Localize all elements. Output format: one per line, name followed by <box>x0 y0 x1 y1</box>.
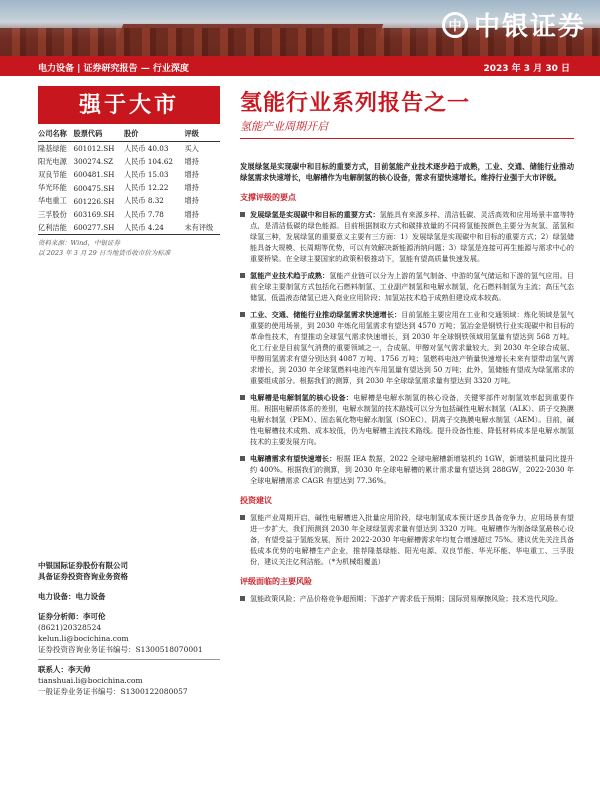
cell-company: 双良节能 <box>38 169 67 179</box>
col-header-code: 股票代码 <box>74 127 125 142</box>
cell-rating: 未有评级 <box>184 221 220 235</box>
cell-rating: 增持 <box>184 209 199 219</box>
analyst-email[interactable]: kelun.li@bocichina.com <box>38 634 129 643</box>
analyst-certificate: 证券投资咨询业务证书编号：S1300518070001 <box>38 645 203 654</box>
cell-rating: 增持 <box>184 169 199 179</box>
cell-company: 阳光电源 <box>38 156 67 166</box>
main-content <box>240 86 574 604</box>
industry-label: 电力设备：电力设备 <box>38 592 106 601</box>
report-subtitle: 氢能产业周期开启 <box>240 118 574 139</box>
contact-name: 联系人：李天帅 <box>38 665 91 674</box>
report-category-bar <box>0 56 600 76</box>
bullet-point <box>240 209 574 264</box>
cell-rating: 买入 <box>184 143 199 153</box>
cell-company: 华电重工 <box>38 196 67 206</box>
bullet-text: 氢能产业链可以分为上游的氢气制备、中游的氢气储运和下游的氢气应用。目前全球主要制氢方式包括化石燃料制氢、工业副产制氢和电解水制氢，化石燃料制氢为主流；高压气态储氢、低温液态储氢已进入商业应用阶段；加氢站技术趋于成熟但建设成本较高。 <box>250 271 575 302</box>
bullet-point <box>240 309 574 386</box>
bullet-square-icon <box>240 515 245 520</box>
report-title: 氢能行业系列报告之一 <box>240 90 471 116</box>
contact-email[interactable]: tianshuai.li@bocichina.com <box>38 676 143 685</box>
report-summary: 发展绿氢是实现碳中和目标的重要方式，目前氢能产业技术逐步趋于成熟，工业、交通、储能行业推动绿氢需求快速增长，电解槽作为电解制氢的核心设备，需求有望快速增长。维持行业强于大市评级。 <box>240 162 574 182</box>
divider <box>38 659 220 660</box>
table-row <box>38 221 220 235</box>
cell-company: 华光环能 <box>38 183 67 193</box>
section-heading-rating-points: 支撑评级的要点 <box>240 192 296 202</box>
industry-rating: 强于大市 <box>38 86 220 124</box>
bullet-square-icon <box>240 596 245 601</box>
cell-price: 人民币 104.62 <box>124 156 173 166</box>
bullet-square-icon <box>240 212 245 217</box>
bullet-text: 根据 IEA 数据，2022 全球电解槽新增装机约 1GW，新增装机量同比提升约 400%。根据我们的测算，到 2030 年全球电解槽的累计需求量有望达到 288GW，2022-2030 年全球电解槽需求 CAGR 有望达到 77.36%。 <box>250 454 574 485</box>
table-row <box>38 182 220 195</box>
bullet-text: 氢能具有来源多样、清洁低碳、灵活高效和应用场景丰富等特点，是清洁低碳的绿色能源。目前根据制取方式和碳排放量的不同将氢能按颜色主要分为灰氢、蓝氢和绿氢三种，发展绿氢的重要意义主要有三方面：1）发展绿氢是实现碳中和目标的重要方式；2）绿氢储能具备大规模、长周期等优势，可以有效解决新能源消纳问题；3）绿氢是连接可再生能源与需求中心的重要桥梁。在全球主要国家的政策积极推动下，氢能有望高质量快速发展。 <box>250 210 575 263</box>
cell-price: 人民币 15.03 <box>124 169 169 179</box>
table-row <box>38 195 220 208</box>
header-banner <box>0 0 600 56</box>
cell-company: 亿利洁能 <box>38 221 74 235</box>
sidebar <box>38 86 220 258</box>
analyst-phone: (8621)20328524 <box>38 623 102 632</box>
col-header-company: 公司名称 <box>38 127 74 142</box>
brand-logo <box>442 6 586 43</box>
cell-code: 601012.SH <box>73 144 115 154</box>
section-heading-investment: 投资建议 <box>240 495 272 505</box>
cell-price: 人民币 7.78 <box>124 209 164 219</box>
table-source-note <box>38 238 220 258</box>
bullet-lead: 工业、交通、储能行业推动绿氢需求快速增长： <box>250 310 402 319</box>
cell-price: 人民币 8.32 <box>124 196 164 206</box>
cell-code: 603169.SH <box>73 210 115 220</box>
cell-rating: 增持 <box>184 183 199 193</box>
col-header-price: 股价 <box>124 127 184 142</box>
bullet-text: 目前氢能主要应用在工业和交通领域：炼化领域是氢气重要的使用场景，到 2030 年炼化用氢需求有望达到 4570 万吨；氢冶金是钢铁行业实现碳中和目标的革命性技术，有望推动全球氢气需求快速增长，到 2030 年全球钢铁领域用氢量有望达到 568 万吨。化工行业是目前氢气消费的重要领域之一，合成氨、甲醇对氢气需求量较大，到 2030 年全球合成氨、甲醇用氢需求有望分别达到 4087 万吨、1756 万吨；氢燃料电池产销量快速增长未来有望带动氢气需求增长，到 2030 年全球氢燃料电池汽车用氢量有望达到 50 万吨；此外，氢储能有望成为绿氢需求的重要组成部分。根据我们的测算，到 2030 年全球绿氢需求量有望达到 3320 万吨。 <box>250 310 574 385</box>
risk-text: 氢能政策风险；产品价格竞争超预期；下游扩产需求低于预期；国际贸易摩擦风险；技术迭代风险。 <box>250 594 563 603</box>
cell-price: 人民币 12.22 <box>124 183 169 193</box>
bullet-square-icon <box>240 395 245 400</box>
cell-code: 601226.SH <box>73 196 115 206</box>
cell-price: 人民币 40.03 <box>124 143 169 153</box>
bullet-point <box>240 270 574 303</box>
cell-code: 600475.SH <box>73 183 115 193</box>
bank-logo-icon: 中 <box>442 12 468 38</box>
bullet-square-icon <box>240 456 245 461</box>
report-date: 2023 年 3 月 30 日 <box>483 64 570 74</box>
bullet-point <box>240 453 574 486</box>
company-name: 中银国际证券股份有限公司 <box>38 561 128 570</box>
table-row <box>38 168 220 181</box>
contact-certificate: 一般证券业务证书编号：S1300122080057 <box>38 687 188 696</box>
table-row <box>38 155 220 168</box>
cell-price: 人民币 4.24 <box>124 221 184 235</box>
company-qualification: 具备证券投资咨询业务资格 <box>38 572 128 581</box>
cell-company: 隆基绿能 <box>38 143 67 153</box>
breadcrumb: 电力设备 | 证券研究报告 — 行业深度 <box>38 64 189 74</box>
cell-rating: 增持 <box>184 156 199 166</box>
bullet-square-icon <box>240 273 245 278</box>
cell-code: 600277.SH <box>74 221 125 235</box>
cell-company: 三孚股份 <box>38 209 67 219</box>
bullet-point <box>240 512 574 567</box>
bullet-point <box>240 593 574 604</box>
analyst-name: 证券分析师：李可伦 <box>38 612 106 621</box>
section-heading-risks: 评级面临的主要风险 <box>240 576 312 586</box>
source-line: 资料来源：Wind，中银证券 <box>38 239 120 248</box>
company-info <box>38 560 220 697</box>
table-row <box>38 208 220 221</box>
investment-text: 氢能产业周期开启，碱性电解槽进入批量应用阶段，绿电制氢成本预计逐步具备竞争力，应用场景有望进一步扩大，我们预测到 2030 年全球绿氢需求量有望达到 3320 万吨。电解槽作为制备绿氢最核心设备，有望受益于氢能发展，预计 2022-2030 年电解槽需求年均复合增速超过 75%。建议优先关注具备低成本优势的电解槽生产企业，推荐隆基绿能、阳光电源、双良节能、华光环能、华电重工、三孚股份，建议关注亿利洁能。（*为机械组覆盖） <box>250 513 574 566</box>
col-header-rating: 评级 <box>184 127 220 142</box>
bullet-point <box>240 392 574 447</box>
bullet-lead: 氢能产业技术趋于成熟： <box>250 271 330 280</box>
bullet-text: 电解槽是电解水制氢的核心设备，关键零部件对制氢效率起到重要作用。根据电解质体系的差别，电解水制氢的技术路线可以分为包括碱性电解水制氢（ALK）、质子交换膜电解水制氢（PEM）、固态氧化物电解水制氢（SOEC）、阴离子交换膜电解水制氢（AEM）。目前，碱性电解槽技术成熟、成本较低，仍为电解槽主流技术路线。提升设备性能、降低材料成本是电解水制氢技术的主要发展方向。 <box>250 393 575 446</box>
bullet-square-icon <box>240 312 245 317</box>
stock-table <box>38 127 220 235</box>
cell-code: 600481.SH <box>73 170 115 180</box>
cell-rating: 增持 <box>184 196 199 206</box>
brand-name: 中银证券 <box>473 12 586 42</box>
table-header-row <box>38 127 220 142</box>
cell-code: 300274.SZ <box>73 157 114 167</box>
bullet-lead: 电解槽是电解制氢的核心设备： <box>250 393 354 402</box>
bullet-lead: 电解槽需求有望快速增长： <box>250 454 337 463</box>
bullet-lead: 发展绿氢是实现碳中和目标的重要方式： <box>250 210 380 219</box>
table-row <box>38 142 220 156</box>
price-basis-line: 以 2023 年 3 月 29 日当地货币收市价为标准 <box>38 249 171 258</box>
